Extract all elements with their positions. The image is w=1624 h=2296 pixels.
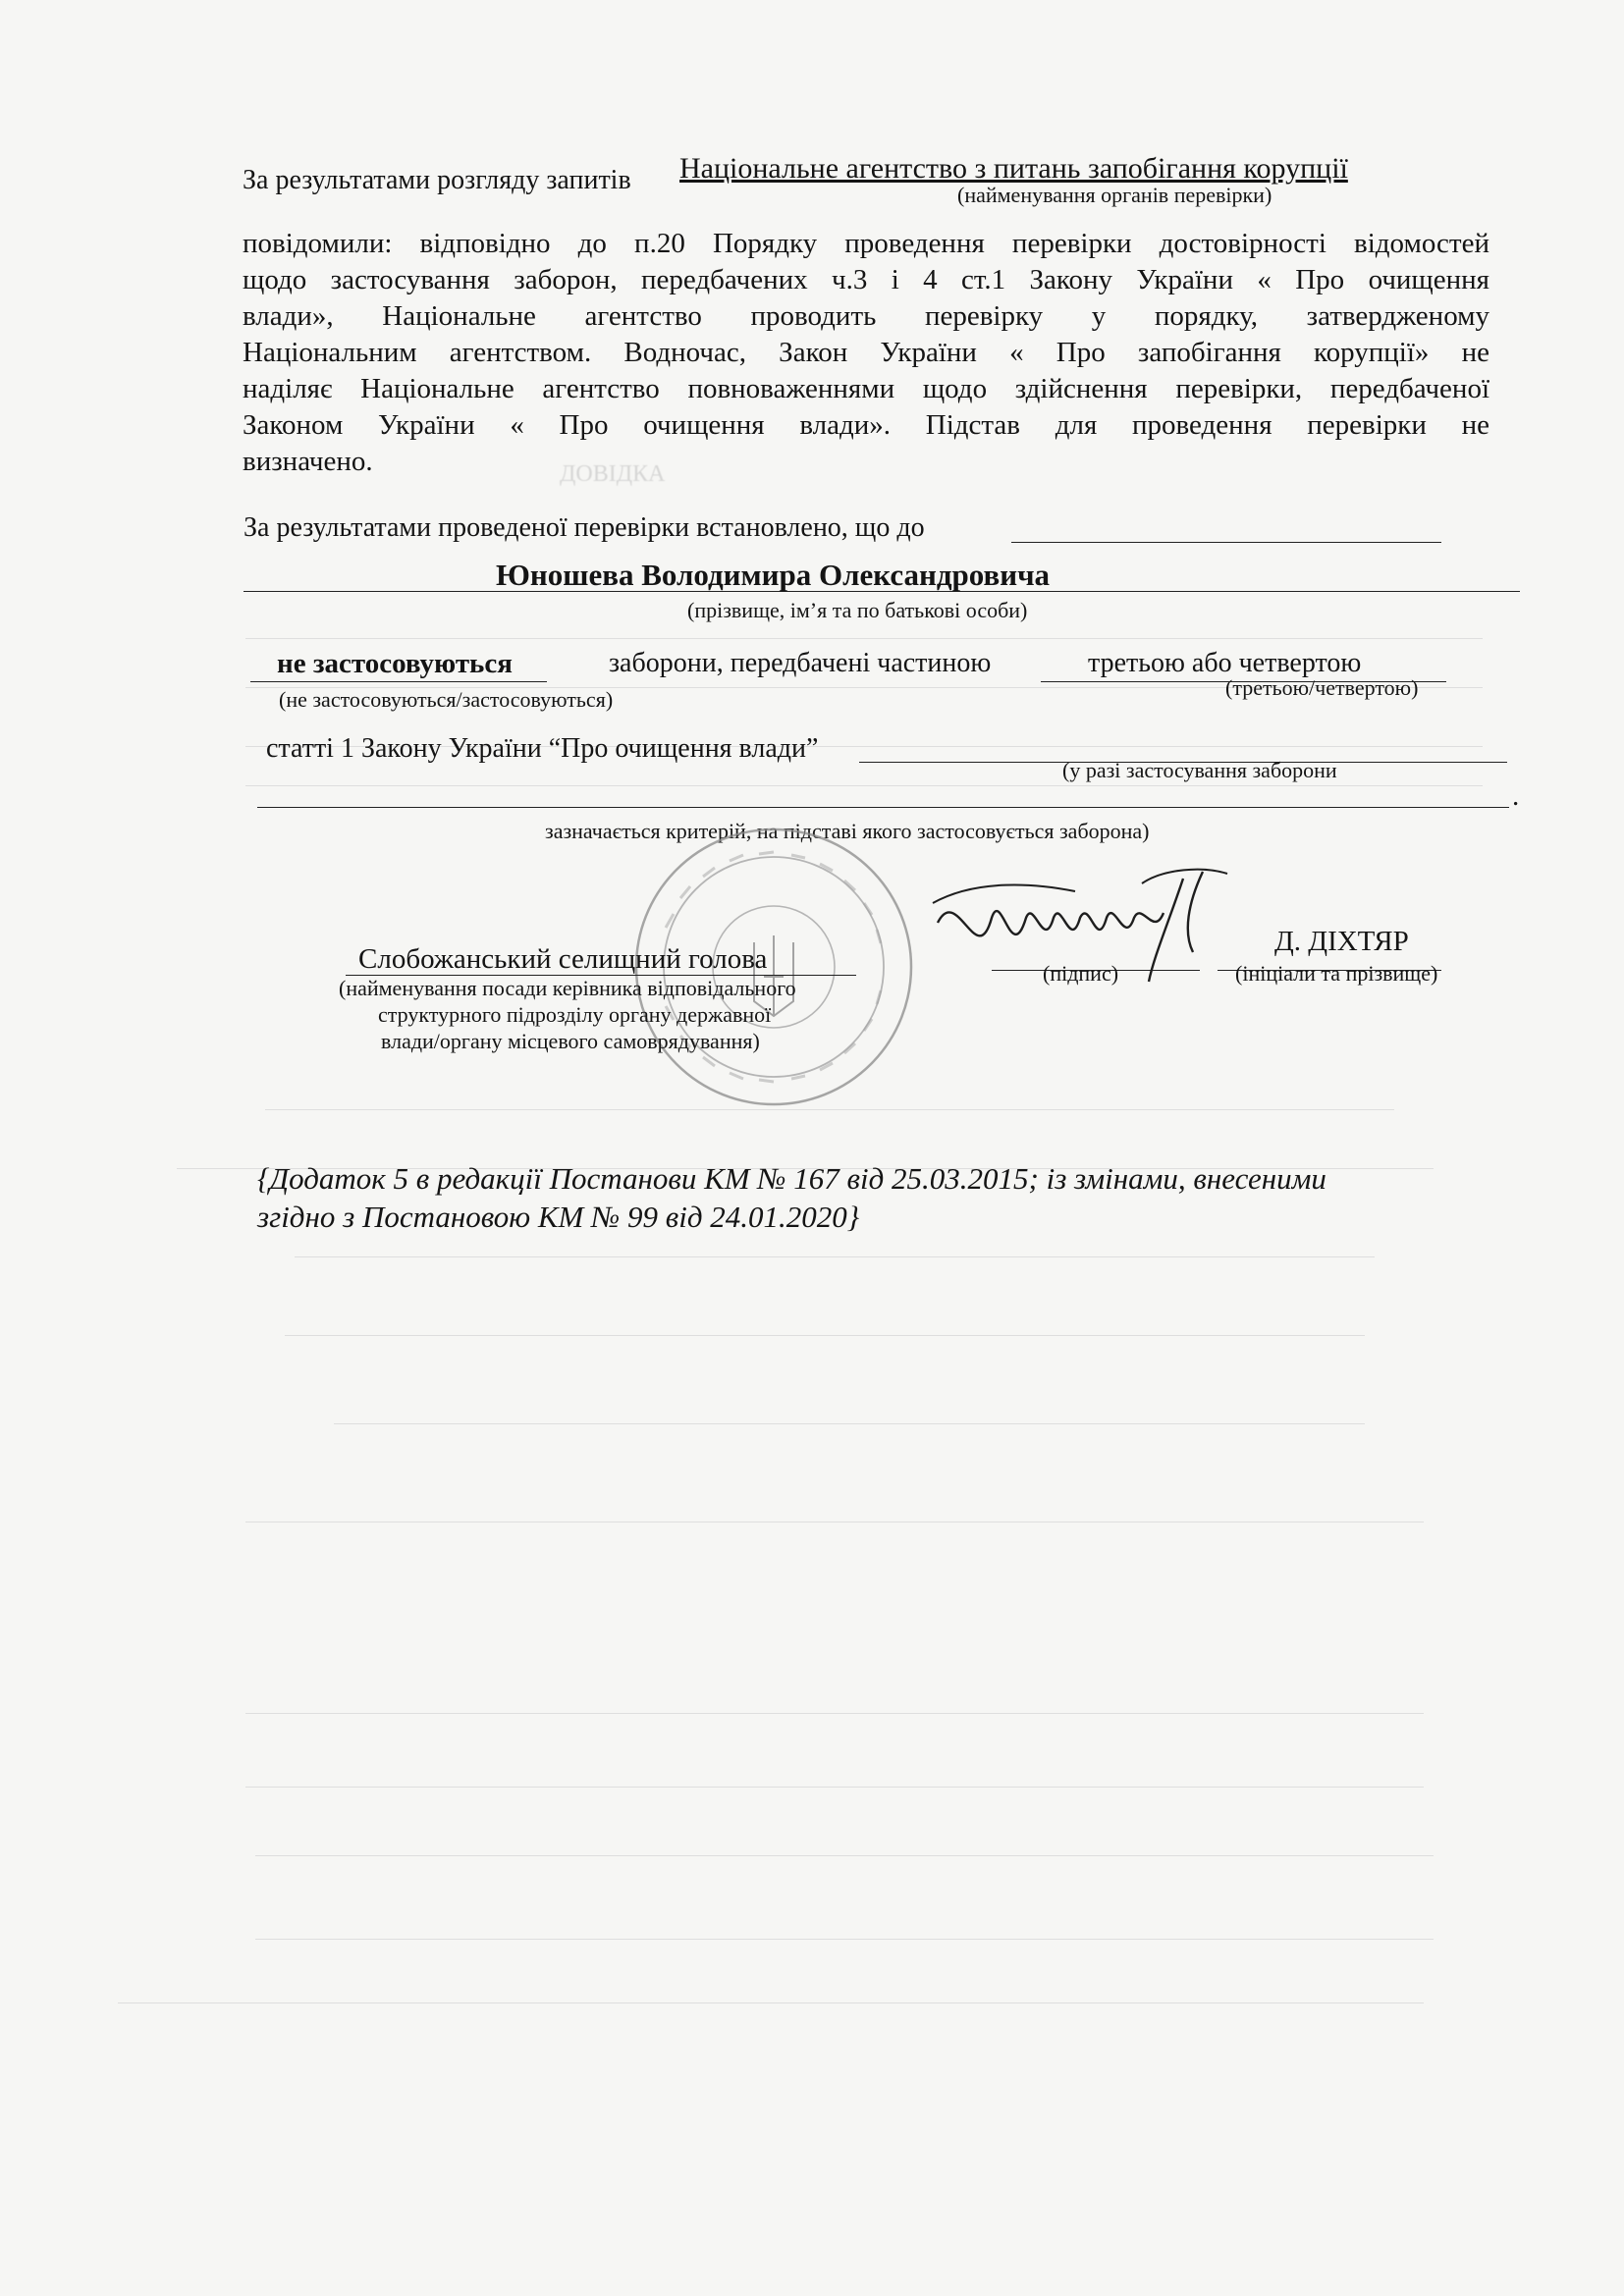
position-caption-line: структурного підрозділу органу державної [378, 1002, 772, 1027]
criteria-caption: зазначається критерій, на підставі якого застосовується заборона) [545, 819, 1150, 843]
bleed-text: ДОВІДКА [560, 461, 666, 487]
bleed-line [255, 1855, 1434, 1856]
bleed-line [285, 1335, 1365, 1336]
article-text: статті 1 Закону України “Про очищення влади” [266, 733, 819, 764]
status-value: не застосовуються [277, 648, 513, 679]
paragraph-line: Національним агентством. Водночас, Закон України « Про запобігання корупції» не [243, 337, 1489, 368]
bleed-line [334, 1423, 1365, 1424]
part-value: третьою або четвертою [1088, 648, 1362, 678]
signature-caption: (підпис) [1043, 961, 1119, 986]
paragraph-line: наділяє Національне агентство повноваженнями щодо здійснення перевірки, передбаченої [243, 373, 1489, 404]
bleed-line [118, 2002, 1424, 2003]
paragraph-line: влади», Національне агентство проводить перевірку у порядку, затвердженому [243, 300, 1489, 332]
paragraph-line: Законом України « Про очищення влади». Підстав для проведення перевірки не [243, 409, 1489, 441]
result-blank-line [1011, 542, 1441, 543]
signer-name: Д. ДІХТЯР [1274, 926, 1409, 957]
bleed-line [255, 1939, 1434, 1940]
bleed-line [245, 785, 1483, 786]
amendment-note-line: згідно з Постановою КМ № 99 від 24.01.2020} [257, 1200, 860, 1234]
position-caption-line: влади/органу місцевого самоврядування) [381, 1029, 760, 1053]
result-intro: За результатами проведеної перевірки встановлено, що до [244, 512, 925, 543]
position-title: Слобожанський селищний голова [358, 943, 768, 975]
paragraph-line: щодо застосування заборон, передбачених ч.3 і 4 ст.1 Закону України « Про очищення [243, 264, 1489, 295]
amendment-note-line: {Додаток 5 в редакції Постанови КМ № 167 від 25.03.2015; із змінами, внесеними [257, 1161, 1326, 1196]
name-caption: (ініціали та прізвище) [1235, 961, 1438, 986]
position-caption-line: (найменування посади керівника відповідального [339, 976, 796, 1000]
bleed-line [295, 1256, 1375, 1257]
bleed-line [245, 1713, 1424, 1714]
paragraph-line: визначено. [243, 446, 373, 477]
criteria-end-dot: . [1512, 780, 1520, 812]
status-caption: (не застосовуються/застосовуються) [279, 687, 614, 712]
apply-caption: (у разі застосування заборони [1062, 758, 1337, 782]
bleed-line [245, 1787, 1424, 1788]
agency-name: Національне агентство з питань запобігання корупції [679, 152, 1348, 185]
paragraph-line: повідомили: відповідно до п.20 Порядку проведення перевірки достовірності відомостей [243, 228, 1489, 259]
part-caption: (третьою/четвертою) [1225, 675, 1419, 700]
status-line [250, 681, 547, 682]
agency-caption: (найменування органів перевірки) [957, 183, 1272, 207]
person-caption: (прізвище, ім’я та по батькові особи) [687, 598, 1028, 622]
header-intro: За результатами розгляду запитів [243, 165, 631, 195]
criteria-line [257, 807, 1509, 808]
prohibitions-text: заборони, передбачені частиною [609, 648, 992, 678]
bleed-line [245, 638, 1483, 639]
person-name: Юношева Володимира Олександровича [496, 558, 1051, 592]
